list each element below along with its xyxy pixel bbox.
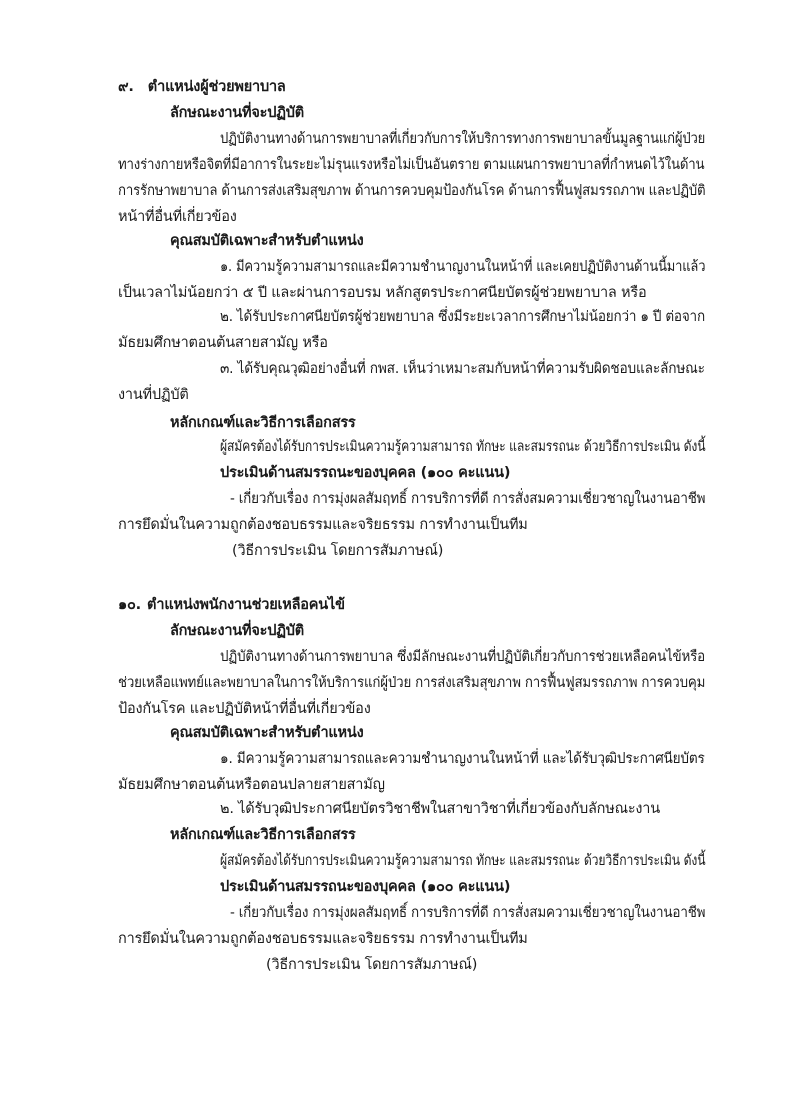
section-number: ๙. (118, 79, 134, 95)
section-heading (118, 78, 286, 96)
section-title: ตำแหน่งพนักงานช่วยเหลือคนไข้ (146, 597, 345, 613)
assessment-method: (วิธีการประเมิน โดยการสัมภาษณ์) (232, 543, 444, 559)
duty-line: การรักษาพยาบาล ด้านการส่งเสริมสุขภาพ ด้านการควบคุมป้องกันโรค ด้านการฟื้นฟูสมรรถภาพ และปฏิบัติ (118, 183, 706, 199)
assessment-line: - เกี่ยวกับเรื่อง การมุ่งผลสัมฤทธิ์ การบริการที่ดี การสั่งสมความเชี่ยวชาญในงานอาชีพ (230, 905, 706, 921)
qualification-line: มัธยมศึกษาตอนต้นสายสามัญ หรือ (118, 335, 328, 351)
qualification-line: ๓. ได้รับคุณวุฒิอย่างอื่นที่ กพส. เห็นว่าเหมาะสมกับหน้าที่ความรับผิดชอบและลักษณะ (220, 361, 705, 377)
qualification-line: มัธยมศึกษาตอนต้นหรือตอนปลายสายสามัญ (118, 777, 385, 793)
assessment-method: (วิธีการประเมิน โดยการสัมภาษณ์) (266, 957, 478, 973)
criteria-heading: หลักเกณฑ์และวิธีการเลือกสรร (170, 415, 356, 431)
qualification-line: ๒. ได้รับประกาศนียบัตรผู้ช่วยพยาบาล ซึ่งมีระยะเวลาการศึกษาไม่น้อยกว่า ๑ ปี ต่อจาก (220, 309, 705, 325)
assessment-heading: ประเมินด้านสมรรถนะของบุคคล (๑๐๐ คะแนน) (220, 879, 511, 895)
duty-line: ช่วยเหลือแพทย์และพยาบาลในการให้บริการแก่ผู้ป่วย การส่งเสริมสุขภาพ การฟื้นฟูสมรรถภาพ การควบคุม (118, 675, 706, 691)
duty-line: หน้าที่อื่นที่เกี่ยวข้อง (118, 209, 237, 225)
criteria-intro: ผู้สมัครต้องได้รับการประเมินความรู้ความสามารถ ทักษะ และสมรรถนะ ด้วยวิธีการประเมิน ดังนี้ (220, 439, 706, 455)
duty-heading: ลักษณะงานที่จะปฏิบัติ (170, 105, 304, 121)
qualification-line: เป็นเวลาไม่น้อยกว่า ๕ ปี และผ่านการอบรม หลักสูตรประกาศนียบัตรผู้ช่วยพยาบาล หรือ (118, 285, 647, 301)
duty-line: ปฏิบัติงานทางด้านการพยาบาลที่เกี่ยวกับการให้บริการทางการพยาบาลขั้นมูลฐานแก่ผู้ป่วย (220, 131, 706, 147)
duty-line: ป้องกันโรค และปฏิบัติหน้าที่อื่นที่เกี่ยวข้อง (118, 701, 371, 717)
qualification-line: ๑. มีความรู้ความสามารถและความชำนาญงานในหน้าที่ และได้รับวุฒิประกาศนียบัตร (220, 751, 705, 767)
qualification-line: งานที่ปฏิบัติ (118, 387, 189, 403)
section-title: ตำแหน่งผู้ช่วยพยาบาล (147, 79, 286, 95)
duty-heading: ลักษณะงานที่จะปฏิบัติ (170, 623, 304, 639)
criteria-heading: หลักเกณฑ์และวิธีการเลือกสรร (170, 827, 356, 843)
qualification-heading: คุณสมบัติเฉพาะสำหรับตำแหน่ง (170, 725, 364, 741)
qualification-line: ๒. ได้รับวุฒิประกาศนียบัตรวิชาชีพในสาขาวิชาที่เกี่ยวข้องกับลักษณะงาน (220, 801, 660, 817)
qualification-heading: คุณสมบัติเฉพาะสำหรับตำแหน่ง (170, 233, 364, 249)
duty-line: ปฏิบัติงานทางด้านการพยาบาล ซึ่งมีลักษณะงานที่ปฏิบัติเกี่ยวกับการช่วยเหลือคนไข้หรือ (220, 649, 705, 665)
assessment-line: การยึดมั่นในความถูกต้องชอบธรรมและจริยธรรม การทำงานเป็นทีม (118, 517, 528, 533)
duty-line: ทางร่างกายหรือจิตที่มีอาการในระยะไม่รุนแรงหรือไม่เป็นอันตราย ตามแผนการพยาบาลที่กำหนดไว้ในด้าน (118, 157, 705, 173)
assessment-line: - เกี่ยวกับเรื่อง การมุ่งผลสัมฤทธิ์ การบริการที่ดี การสั่งสมความเชี่ยวชาญในงานอาชีพ (230, 491, 706, 507)
assessment-heading: ประเมินด้านสมรรถนะของบุคคล (๑๐๐ คะแนน) (220, 465, 511, 481)
qualification-line: ๑. มีความรู้ความสามารถและมีความชำนาญงานในหน้าที่ และเคยปฏิบัติงานด้านนี้มาแล้ว (220, 259, 706, 275)
section-heading (118, 596, 345, 614)
assessment-line: การยึดมั่นในความถูกต้องชอบธรรมและจริยธรรม การทำงานเป็นทีม (118, 931, 528, 947)
criteria-intro: ผู้สมัครต้องได้รับการประเมินความรู้ความสามารถ ทักษะ และสมรรถนะ ด้วยวิธีการประเมิน ดังนี้ (220, 853, 706, 869)
section-number: ๑๐. (118, 597, 141, 613)
